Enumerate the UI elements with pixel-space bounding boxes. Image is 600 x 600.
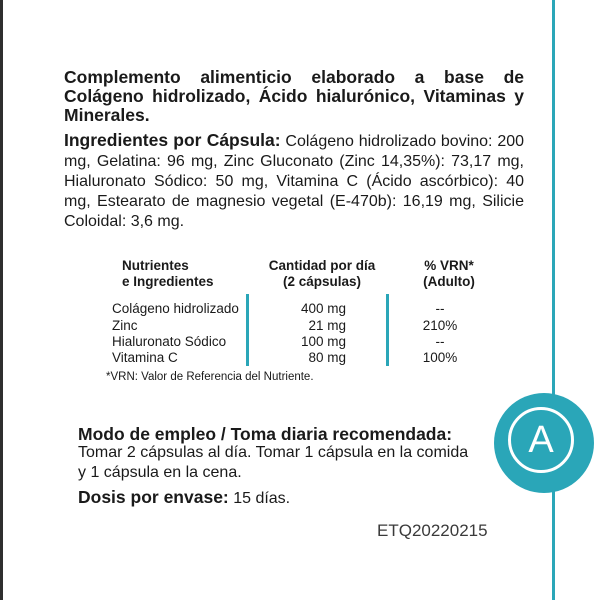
- row-vrn: --: [435, 334, 445, 349]
- row-name: Colágeno hidrolizado: [112, 301, 239, 316]
- table-row: [0, 301, 600, 317]
- usage-text: Tomar 2 cápsulas al día. Tomar 1 cápsula en la comida y 1 cápsula en la cena.: [78, 444, 469, 481]
- ingredients-label: Ingredientes por Cápsula:: [64, 130, 281, 150]
- ingredients-paragraph: [64, 130, 524, 232]
- left-edge-bar: [0, 0, 3, 600]
- row-amount: 100 mg: [300, 334, 346, 349]
- header-vrn: [404, 258, 494, 290]
- table-row: [0, 350, 600, 366]
- row-amount: 21 mg: [308, 318, 346, 333]
- vrn-footnote: *VRN: Valor de Referencia del Nutriente.: [106, 371, 314, 383]
- row-vrn: 210%: [422, 318, 458, 333]
- row-amount: 80 mg: [308, 350, 346, 365]
- row-vrn: 100%: [422, 350, 458, 365]
- header-amount-line1: Cantidad por día: [268, 258, 376, 273]
- row-name: Hialuronato Sódico: [112, 334, 227, 349]
- header-vrn-line2: (Adulto): [423, 274, 475, 289]
- header-nutrients-line2: e Ingredientes: [122, 274, 214, 289]
- badge-letter: A: [528, 419, 554, 461]
- header-nutrients-line1: Nutrientes: [122, 258, 189, 273]
- row-vrn: --: [435, 301, 445, 316]
- table-row: [0, 318, 600, 334]
- header-nutrients: [122, 258, 242, 290]
- header-vrn-line1: % VRN*: [424, 258, 474, 273]
- row-name: Zinc: [112, 318, 138, 333]
- header-amount: [262, 258, 382, 290]
- dose-line: [78, 487, 290, 508]
- row-name: Vitamina C: [112, 350, 178, 365]
- right-accent-bar: [552, 0, 555, 600]
- dose-label: Dosis por envase:: [78, 487, 229, 507]
- product-description: Complemento alimenticio elaborado a base de Colágeno hidrolizado, Ácido hialurónico, Vitaminas y Minerales.: [64, 67, 524, 125]
- usage-title: Modo de empleo / Toma diaria recomendada:: [78, 424, 453, 444]
- label-code: ETQ20220215: [377, 521, 488, 540]
- ingredients-text: Colágeno hidrolizado bovino: 200 mg, Gelatina: 96 mg, Zinc Gluconato (Zinc 14,35%): 73,17 mg, Hialuronato Sódico: 50 mg, Vitamina C (Ácido ascórbico): 40 mg, Estearato de magnesio vegetal (E-470b): 16,19 mg, Silicie Coloidal: 3,6 mg.: [64, 133, 525, 230]
- table-row: [0, 334, 600, 350]
- row-amount: 400 mg: [300, 301, 346, 316]
- header-amount-line2: (2 cápsulas): [282, 274, 362, 289]
- badge-circle: [494, 393, 594, 493]
- dose-value: 15 días.: [228, 490, 291, 507]
